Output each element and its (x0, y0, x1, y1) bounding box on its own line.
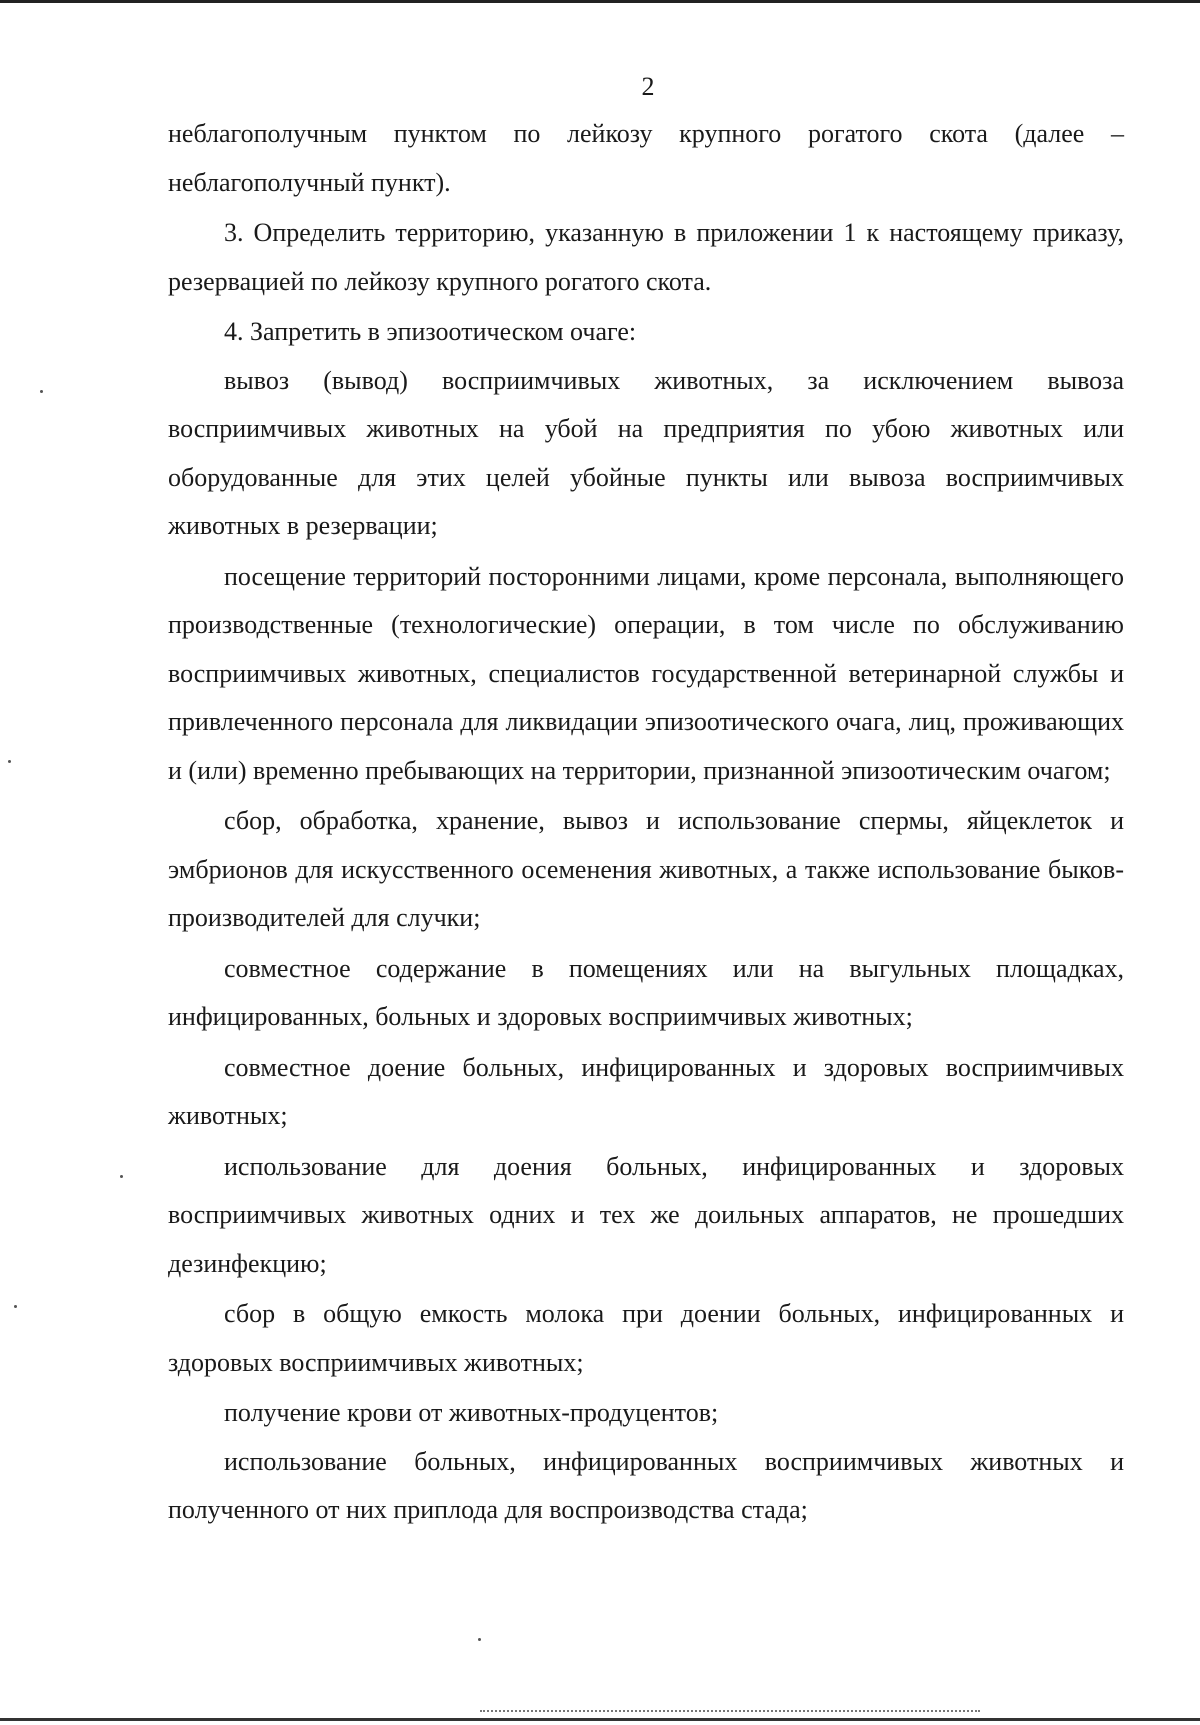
scan-top-edge (0, 0, 1200, 3)
prohibition-milk-collection: сбор в общую емкость молока при доении больных, инфицированных и здоровых восприимчивых животных; (168, 1299, 1124, 1377)
page-number: 2 (641, 72, 655, 101)
scan-bottom-noise (480, 1710, 980, 1718)
scan-bottom-edge (0, 1718, 1200, 1721)
scan-speck (14, 1305, 17, 1308)
paragraph-continuation: неблагополучным пунктом по лейкозу крупного рогатого скота (далее – неблагополучный пункт). (168, 119, 1124, 197)
prohibition-milking-equipment: использование для доения больных, инфицированных и здоровых восприимчивых животных одних и тех же доильных аппаратов, не прошедших дезинфекцию; (168, 1151, 1124, 1278)
document-body (168, 110, 1124, 1535)
prohibition-semen: сбор, обработка, хранение, вывоз и использование спермы, яйцеклеток и эмбрионов для искусственного осеменения животных, а также использование быков-производителей для случки; (168, 806, 1124, 932)
scan-speck (40, 390, 43, 393)
prohibition-blood: получение крови от животных-продуцентов; (224, 1398, 719, 1427)
prohibition-joint-milking: совместное доение больных, инфицированных и здоровых восприимчивых животных; (168, 1052, 1124, 1130)
scan-speck (478, 1638, 481, 1641)
scan-speck (8, 760, 11, 763)
prohibition-export: вывоз (вывод) восприимчивых животных, за исключением вывоза восприимчивых животных на убой на предприятия по убою животных или оборудованные для этих целей убойные пункты или вывоза восприимчивых животных в резервации; (168, 365, 1124, 540)
prohibition-visits: посещение территорий посторонними лицами, кроме персонала, выполняющего производственные (технологические) операции, в том числе по обслуживанию восприимчивых животных, специалистов государственной ветеринарной службы и привлеченного персонала для ликвидации эпизоотического очага, лиц, проживающих и (или) временно пребывающих на территории, признанной эпизоотическим очагом; (168, 561, 1124, 785)
paragraph-item-4: 4. Запретить в эпизоотическом очаге: (224, 317, 637, 346)
prohibition-joint-keeping: совместное содержание в помещениях или на выгульных площадках, инфицированных, больных и здоровых восприимчивых животных; (168, 953, 1124, 1031)
scan-speck (120, 1175, 123, 1178)
paragraph-item-3: 3. Определить территорию, указанную в приложении 1 к настоящему приказу, резервацией по лейкозу крупного рогатого скота. (168, 218, 1124, 296)
prohibition-breeding: использование больных, инфицированных восприимчивых животных и полученного от них приплода для воспроизводства стада; (168, 1446, 1124, 1524)
